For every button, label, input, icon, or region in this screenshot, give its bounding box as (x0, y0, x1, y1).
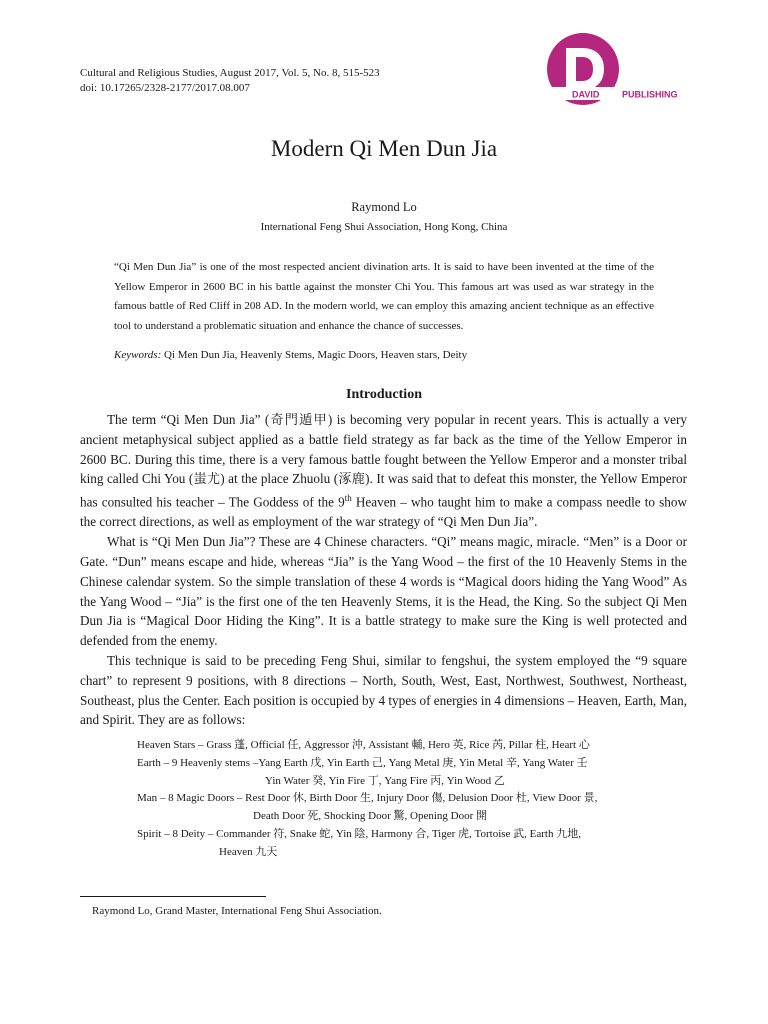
paper-title: Modern Qi Men Dun Jia (270, 136, 498, 161)
logo-text-right: PUBLISHING (622, 89, 678, 100)
paragraph-1-text-cont: Heaven – who taught him to make a compass needle to show the correct directions, as well as employment of the war strategy of “Qi Men Dun Jia”. (80, 494, 687, 530)
list-item-earth-cont: Yin Water 癸, Yin Fire 丁, Yang Fire 丙, Yin Wood 乙 (265, 774, 505, 787)
keywords (114, 348, 654, 362)
list-item-man-cont: Death Door 死, Shocking Door 驚, Opening Door 開 (253, 810, 488, 823)
paragraph-3: This technique is said to be preceding Feng Shui, similar to fengshui, the system employed the “9 square chart” to represent 9 positions, with 8 directions – North, South, West, East, Northwest, Southwest, Northeast, Southeast, plus the Center. Each position is occupied by 4 types of energies in 4 dimensions – Heaven, Earth, Man, and Spirit. They are as follows: (80, 652, 687, 728)
publisher-logo (532, 26, 692, 116)
journal-header (80, 66, 380, 96)
abstract (114, 258, 654, 336)
paragraph-1 (80, 410, 687, 532)
journal-citation: Cultural and Religious Studies, August 2017, Vol. 5, No. 8, 515-523 (80, 67, 380, 79)
abstract-text: “Qi Men Dun Jia” is one of the most respected ancient divination arts. It is said to have been invented at the time of the Yellow Emperor in 2600 BC in his battle against the monster Chi You. This famous art was used as war strategy in the famous battle of Red Cliff in 208 AD. In the modern world, we can employ this amazing ancient technique as an effective tool to understand a problematic situation and enhance the chance of successes. (114, 261, 654, 332)
author-name: Raymond Lo (351, 200, 417, 214)
author-affiliation: International Feng Shui Association, Hong Kong, China (260, 221, 508, 233)
list-item-spirit: Spirit – 8 Deity – Commander 符, Snake 蛇, Yin 陰, Harmony 合, Tiger 虎, Tortoise 武, Earth 九地, (137, 827, 581, 840)
paragraph-1-text: The term “Qi Men Dun Jia” (奇門遁甲) is becoming very popular in recent years. This is actually a very ancient metaphysical subject applied as a battle field strategy as far back as the time of the Yellow Emperor in 2600 BC. During this time, there is a very famous battle fought between the Yellow Emperor and a monster tribal king called Chi You (蚩尤) at the place Zhuolu (涿鹿). It was said that to defeat this monster, the Yellow Emperor has consulted his teacher – The Goddess of the 9 (80, 412, 687, 510)
list-item-earth: Earth – 9 Heavenly stems –Yang Earth 戊, Yin Earth 己, Yang Metal 庚, Yin Metal 辛, Yang Water 壬 (137, 756, 588, 769)
paragraph-2: What is “Qi Men Dun Jia”? These are 4 Chinese characters. “Qi” means magic, miracle. “Men” is a Door or Gate. “Dun” means escape and hide, whereas “Jia” is the Yang Wood – the first of the 10 Heavenly Stems in the Chinese calendar system. So the simple translation of these 4 words is “Magical doors hiding the Yang Wood” As the Yang Wood – “Jia” is the first one of the ten Heavenly Stems, it is the Head, the King. So the subject Qi Men Dun Jia is “Magical Door Hiding the King”. It is a battle strategy to make sure the King is well protected and defended from the enemy. (80, 534, 687, 649)
list-item-spirit-cont: Heaven 九天 (219, 845, 278, 858)
section-heading-introduction: Introduction (346, 387, 422, 402)
keywords-label: Keywords: (114, 349, 162, 361)
footnote: Raymond Lo, Grand Master, International Feng Shui Association. (92, 905, 382, 917)
energy-list (137, 737, 667, 862)
introduction-body (80, 410, 687, 730)
logo-text-left: DAVID (572, 89, 600, 100)
footnote-divider (80, 896, 266, 897)
list-item-man: Man – 8 Magic Doors – Rest Door 休, Birth Door 生, Injury Door 傷, Delusion Door 杜, View Door 景, (137, 792, 598, 805)
keywords-text: Qi Men Dun Jia, Heavenly Stems, Magic Doors, Heaven stars, Deity (164, 349, 468, 361)
superscript-th: th (344, 493, 352, 504)
doi-line: doi: 10.17265/2328-2177/2017.08.007 (80, 82, 250, 94)
list-item-heaven: Heaven Stars – Grass 蓬, Official 任, Aggressor 沖, Assistant 輔, Hero 英, Rice 芮, Pillar 柱, Heart 心 (137, 739, 590, 751)
